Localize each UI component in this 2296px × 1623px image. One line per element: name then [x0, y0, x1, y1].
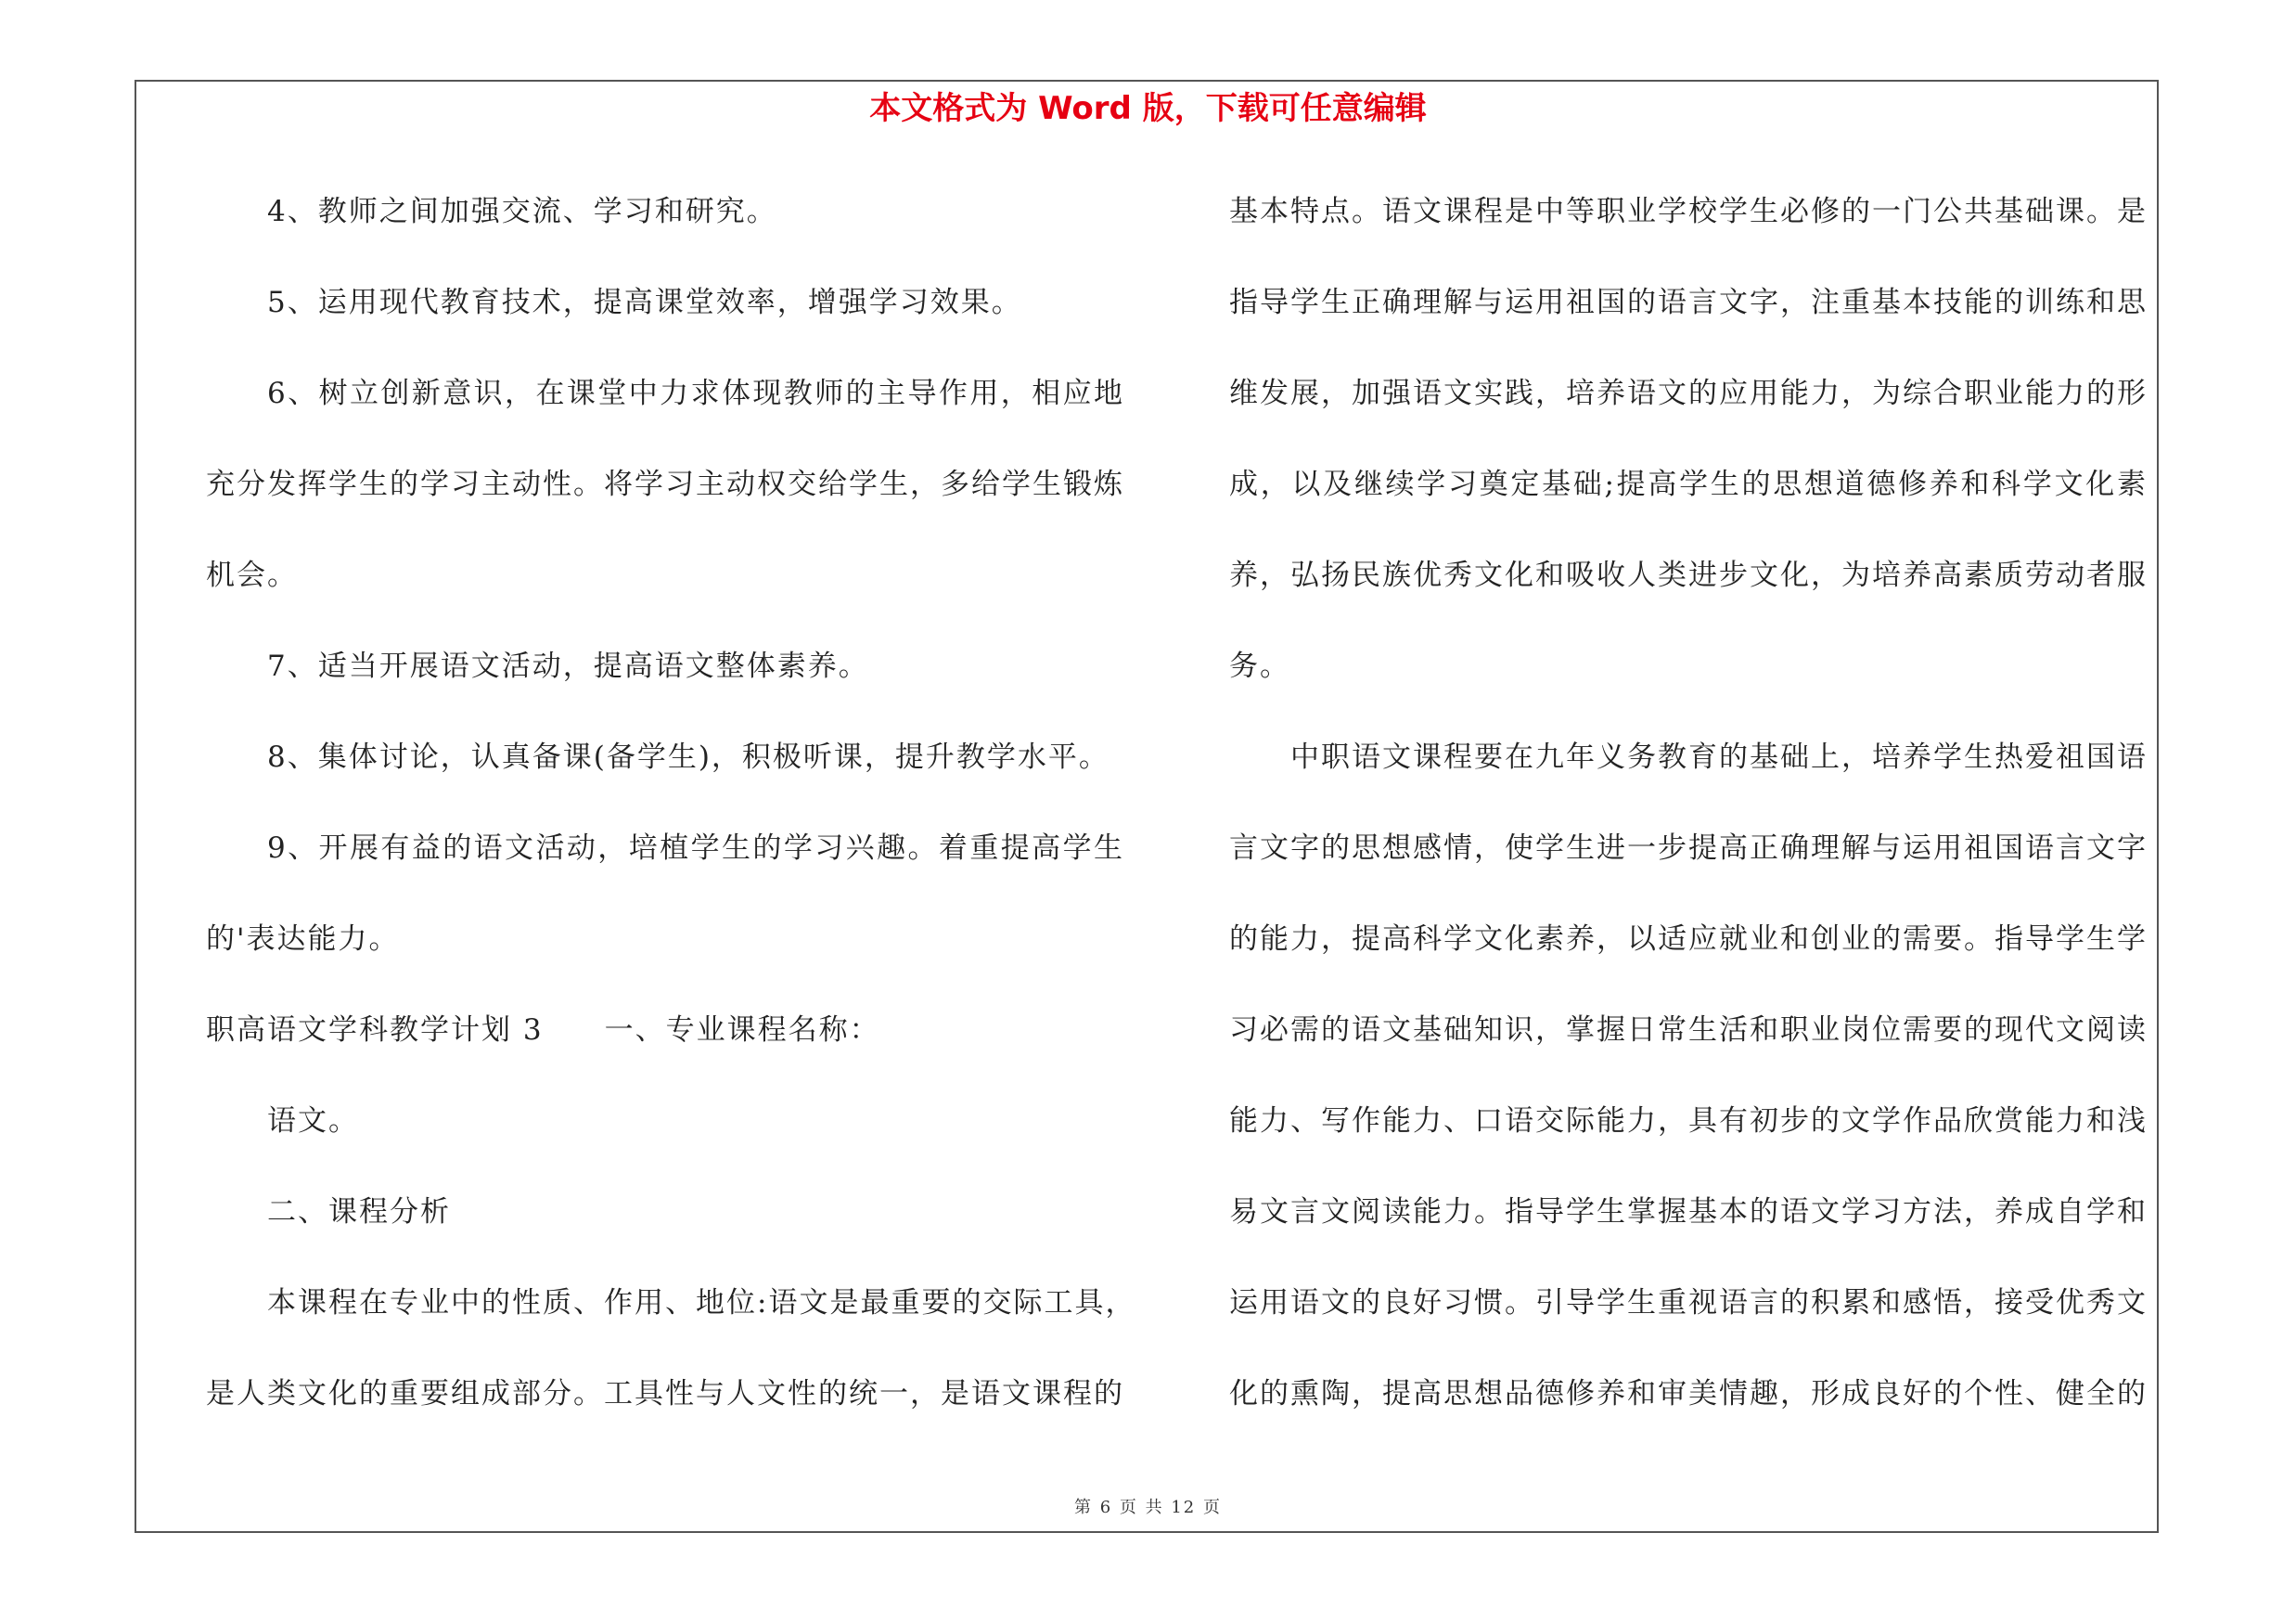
paragraph-line: 成，以及继续学习奠定基础;提高学生的思想道德修养和科学文化素 — [1229, 468, 2148, 501]
paragraph-line: 言文字的思想感情，使学生进一步提高正确理解与运用祖国语言文字 — [1229, 831, 2148, 865]
paragraph-line: 本课程在专业中的性质、作用、地位:语文是最重要的交际工具， — [267, 1286, 1136, 1320]
paragraph-line: 充分发挥学生的学习主动性。将学习主动权交给学生，多给学生锻炼 — [206, 468, 1124, 501]
paragraph-line: 基本特点。语文课程是中等职业学校学生必修的一门公共基础课。是 — [1229, 195, 2148, 228]
paragraph-line: 务。 — [1229, 650, 1290, 683]
paragraph-line: 6、树立创新意识，在课堂中力求体现教师的主导作用，相应地 — [267, 377, 1124, 410]
paragraph-line: 化的熏陶，提高思想品德修养和审美情趣，形成良好的个性、健全的 — [1229, 1377, 2148, 1410]
paragraph-line: 易文言文阅读能力。指导学生掌握基本的语文学习方法，养成自学和 — [1229, 1195, 2148, 1229]
paragraph-line: 8、集体讨论，认真备课(备学生)，积极听课，提升教学水平。 — [267, 741, 1110, 774]
paragraph-line: 9、开展有益的语文活动，培植学生的学习兴趣。着重提高学生 — [267, 831, 1124, 865]
section-heading: 职高语文学科教学计划 3 一、专业课程名称： — [206, 1013, 880, 1047]
paragraph-line: 的'表达能力。 — [206, 922, 400, 956]
left-column — [206, 179, 1136, 1452]
paragraph-line: 习必需的语文基础知识，掌握日常生活和职业岗位需要的现代文阅读 — [1229, 1013, 2148, 1047]
paragraph-line: 指导学生正确理解与运用祖国的语言文字，注重基本技能的训练和思 — [1229, 286, 2148, 319]
right-column — [1229, 179, 2148, 1452]
header-banner: 本文格式为 Word 版，下载可任意编辑 — [869, 90, 1427, 127]
paragraph-line: 7、适当开展语文活动，提高语文整体素养。 — [267, 650, 869, 683]
paragraph-line: 中职语文课程要在九年义务教育的基础上，培养学生热爱祖国语 — [1290, 741, 2148, 774]
subsection-heading: 二、课程分析 — [267, 1195, 451, 1229]
paragraph-line: 4、教师之间加强交流、学习和研究。 — [267, 195, 777, 228]
paragraph-line: 维发展，加强语文实践，培养语文的应用能力，为综合职业能力的形 — [1229, 377, 2148, 410]
paragraph-line: 的能力，提高科学文化素养，以适应就业和创业的需要。指导学生学 — [1229, 922, 2148, 956]
paragraph-line: 养，弘扬民族优秀文化和吸收人类进步文化，为培养高素质劳动者服 — [1229, 559, 2148, 592]
paragraph-line: 是人类文化的重要组成部分。工具性与人文性的统一，是语文课程的 — [206, 1377, 1124, 1410]
paragraph-line: 语文。 — [267, 1104, 359, 1138]
page-footer: 第 6 页 共 12 页 — [1074, 1498, 1222, 1517]
paragraph-line: 机会。 — [206, 559, 298, 592]
paragraph-line: 5、运用现代教育技术，提高课堂效率，增强学习效果。 — [267, 286, 1022, 319]
paragraph-line: 能力、写作能力、口语交际能力，具有初步的文学作品欣赏能力和浅 — [1229, 1104, 2148, 1138]
paragraph-line: 运用语文的良好习惯。引导学生重视语言的积累和感悟，接受优秀文 — [1229, 1286, 2148, 1320]
